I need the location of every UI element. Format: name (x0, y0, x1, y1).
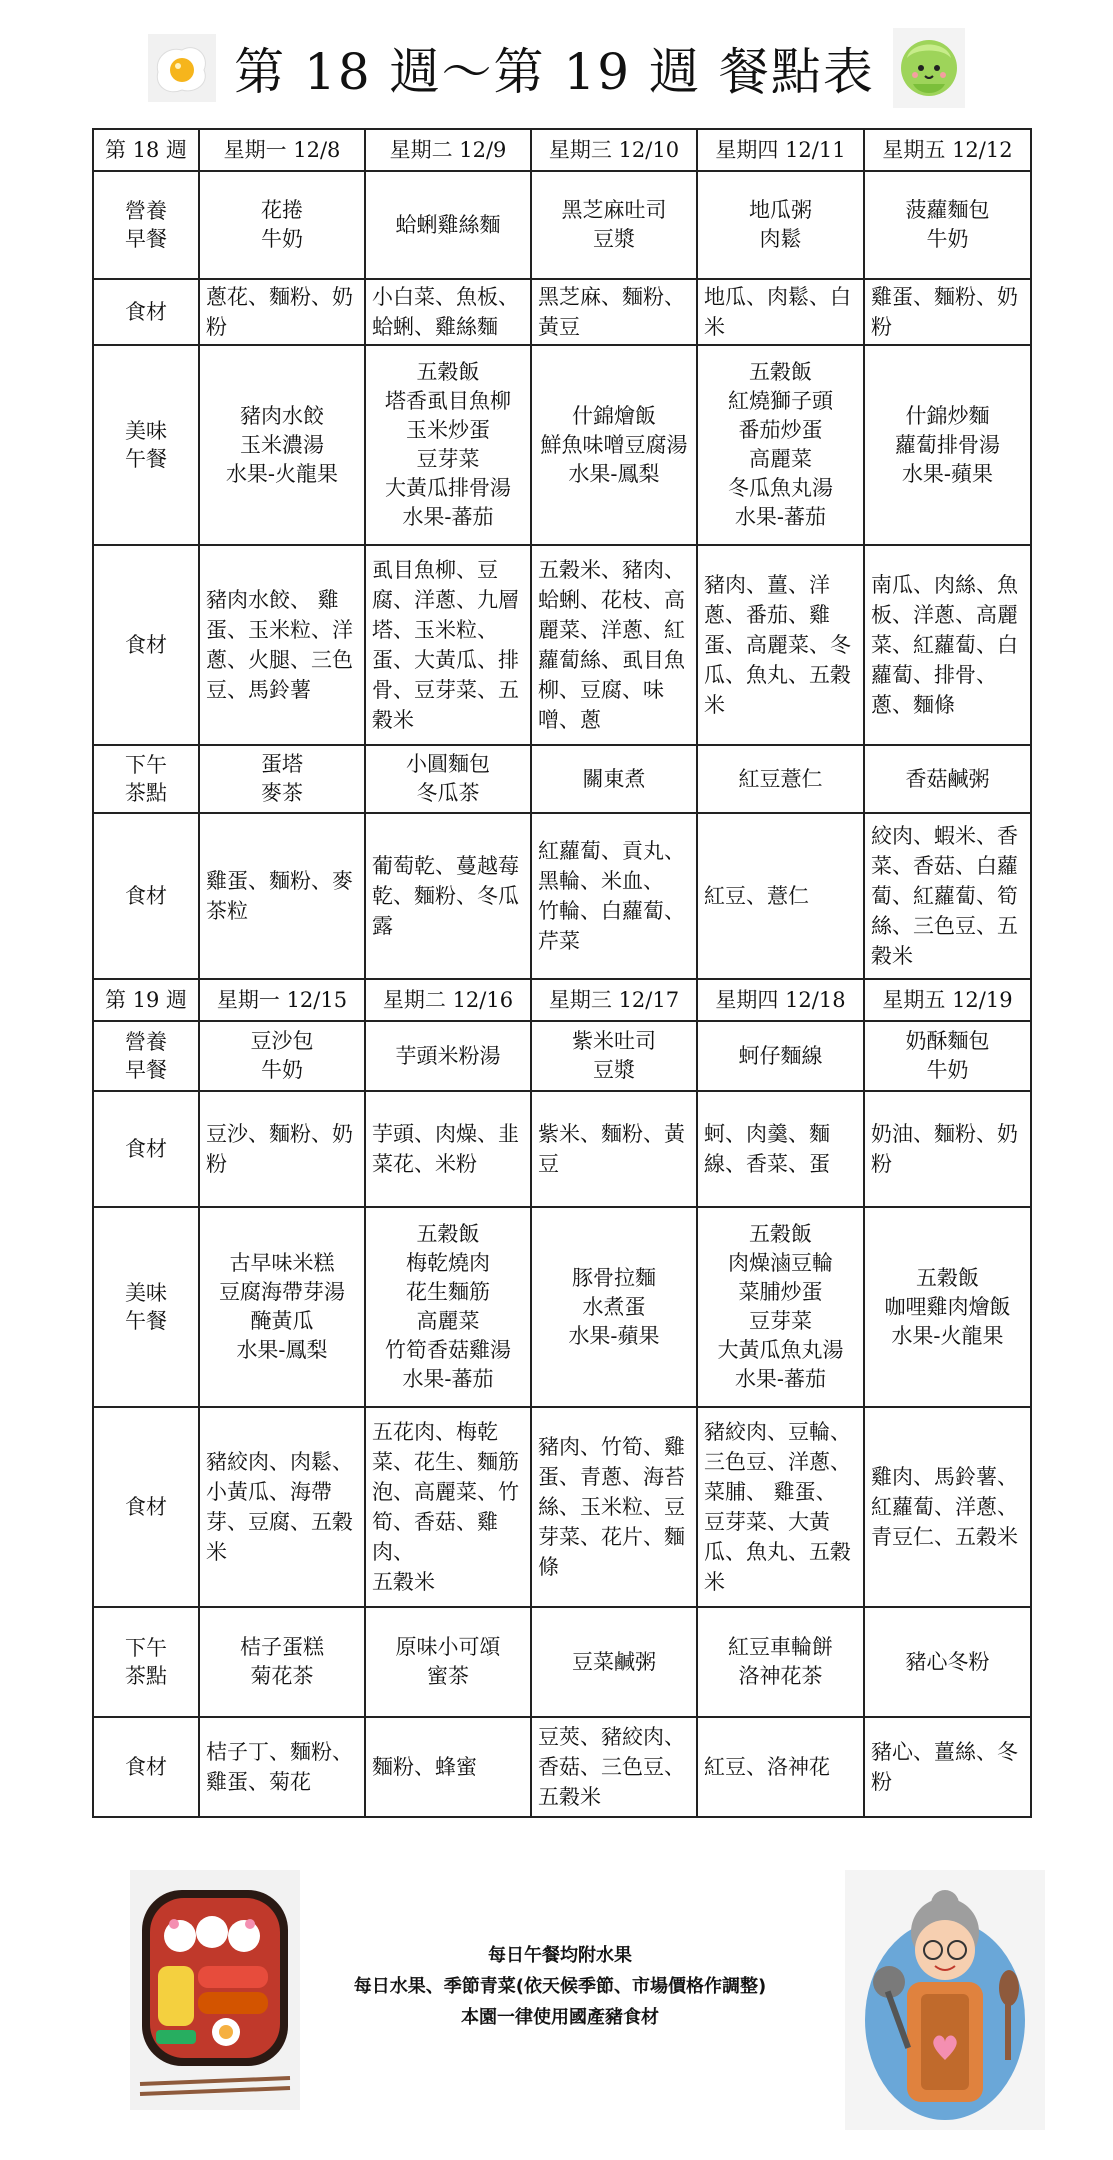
meal-cell: 豆菜鹹粥 (531, 1607, 697, 1717)
row-label: 下午 茶點 (93, 745, 199, 813)
ingredient-cell: 雞蛋、麵粉、麥茶粒 (199, 813, 365, 979)
ingredient-cell: 地瓜、肉鬆、白米 (697, 279, 864, 345)
meal-cell: 豆沙包 牛奶 (199, 1021, 365, 1091)
meal-cell: 豬心冬粉 (864, 1607, 1031, 1717)
row-label: 食材 (93, 1717, 199, 1817)
cabbage-character-icon (893, 28, 965, 108)
ingredient-cell: 紅豆、薏仁 (697, 813, 864, 979)
meal-cell: 紅豆車輪餅 洛神花茶 (697, 1607, 864, 1717)
ingredient-cell: 桔子丁、麵粉、雞蛋、菊花 (199, 1717, 365, 1817)
lunch-ingredients-row (93, 1407, 1031, 1607)
meal-cell: 豚骨拉麵 水煮蛋 水果-蘋果 (531, 1207, 697, 1407)
ingredient-cell: 雞肉、馬鈴薯、紅蘿蔔、洋蔥、青豆仁、五穀米 (864, 1407, 1031, 1607)
meal-cell: 五穀飯 肉燥滷豆輪 菜脯炒蛋 豆芽菜 大黃瓜魚丸湯 水果-蕃茄 (697, 1207, 864, 1407)
breakfast-row (93, 1021, 1031, 1091)
meal-cell: 蛤蜊雞絲麵 (365, 171, 531, 279)
meal-cell: 什錦燴飯 鮮魚味噌豆腐湯 水果-鳳梨 (531, 345, 697, 545)
page-title: 第 18 週～第 19 週 餐點表 (234, 43, 875, 101)
meal-cell: 古早味米糕 豆腐海帶芽湯 醃黃瓜 水果-鳳梨 (199, 1207, 365, 1407)
breakfast-ingredients-row (93, 1091, 1031, 1207)
snack-row (93, 1607, 1031, 1717)
ingredient-cell: 芋頭、肉燥、韭菜花、米粉 (365, 1091, 531, 1207)
meal-cell: 關東煮 (531, 745, 697, 813)
bento-box-icon (130, 1870, 300, 2110)
day-header: 星期二 12/16 (365, 979, 531, 1021)
grandma-chef-icon (845, 1870, 1045, 2130)
meal-cell: 紅豆薏仁 (697, 745, 864, 813)
note-line: 每日水果、季節青菜(依天候季節、市場價格作調整) (353, 1976, 767, 1997)
ingredient-cell: 豬絞肉、肉鬆、小黃瓜、海帶芽、豆腐、五穀米 (199, 1407, 365, 1607)
ingredient-cell: 五花肉、梅乾菜、花生、麵筋泡、高麗菜、竹筍、香菇、雞肉、 五穀米 (365, 1407, 531, 1607)
ingredient-cell: 豆沙、麵粉、奶粉 (199, 1091, 365, 1207)
row-label: 營養 早餐 (93, 1021, 199, 1091)
ingredient-cell: 奶油、麵粉、奶粉 (864, 1091, 1031, 1207)
ingredient-cell: 紅蘿蔔、貢丸、黑輪、米血、 竹輪、白蘿蔔、芹菜 (531, 813, 697, 979)
day-header: 星期四 12/18 (697, 979, 864, 1021)
day-header: 星期一 12/15 (199, 979, 365, 1021)
day-header: 星期五 12/12 (864, 129, 1031, 171)
week-header-row (93, 129, 1031, 171)
day-header: 星期二 12/9 (365, 129, 531, 171)
meal-cell: 桔子蛋糕 菊花茶 (199, 1607, 365, 1717)
row-label: 食材 (93, 813, 199, 979)
ingredient-cell: 小白菜、魚板、蛤蜊、雞絲麵 (365, 279, 531, 345)
ingredient-cell: 五穀米、豬肉、蛤蜊、花枝、高麗菜、洋蔥、紅蘿蔔絲、虱目魚柳、豆腐、味噌、蔥 (531, 545, 697, 745)
week-label: 第 18 週 (93, 129, 199, 171)
row-label: 下午 茶點 (93, 1607, 199, 1717)
lunch-row (93, 1207, 1031, 1407)
menu-table (92, 128, 1032, 1818)
ingredient-cell: 葡萄乾、蔓越莓乾、麵粉、冬瓜露 (365, 813, 531, 979)
ingredient-cell: 豬心、薑絲、冬粉 (864, 1717, 1031, 1817)
meal-cell: 小圓麵包 冬瓜茶 (365, 745, 531, 813)
meal-cell: 蚵仔麵線 (697, 1021, 864, 1091)
meal-cell: 香菇鹹粥 (864, 745, 1031, 813)
footer (0, 1870, 1113, 2130)
ingredient-cell: 豬肉、竹筍、雞蛋、青蔥、海苔絲、玉米粒、豆芽菜、花片、麵條 (531, 1407, 697, 1607)
ingredient-cell: 豬肉水餃、 雞蛋、玉米粒、洋蔥、火腿、三色豆、馬鈴薯 (199, 545, 365, 745)
ingredient-cell: 南瓜、肉絲、魚板、洋蔥、高麗菜、紅蘿蔔、白蘿蔔、排骨、蔥、麵條 (864, 545, 1031, 745)
ingredient-cell: 黑芝麻、麵粉、 黃豆 (531, 279, 697, 345)
meal-cell: 菠蘿麵包 牛奶 (864, 171, 1031, 279)
day-header: 星期三 12/10 (531, 129, 697, 171)
fried-egg-icon (148, 34, 216, 102)
breakfast-ingredients-row (93, 279, 1031, 345)
day-header: 星期五 12/19 (864, 979, 1031, 1021)
header (0, 18, 1113, 118)
meal-cell: 芋頭米粉湯 (365, 1021, 531, 1091)
snack-row (93, 745, 1031, 813)
meal-cell: 五穀飯 紅燒獅子頭 番茄炒蛋 高麗菜 冬瓜魚丸湯 水果-蕃茄 (697, 345, 864, 545)
meal-cell: 黑芝麻吐司 豆漿 (531, 171, 697, 279)
lunch-ingredients-row (93, 545, 1031, 745)
meal-cell: 紫米吐司 豆漿 (531, 1021, 697, 1091)
ingredient-cell: 虱目魚柳、豆腐、洋蔥、九層塔、玉米粒、蛋、大黃瓜、排骨、豆芽菜、五穀米 (365, 545, 531, 745)
day-header: 星期三 12/17 (531, 979, 697, 1021)
meal-cell: 豬肉水餃 玉米濃湯 水果-火龍果 (199, 345, 365, 545)
row-label: 食材 (93, 279, 199, 345)
meal-cell: 蛋塔 麥茶 (199, 745, 365, 813)
row-label: 食材 (93, 545, 199, 745)
note-line: 每日午餐均附水果 (488, 1945, 632, 1966)
day-header: 星期一 12/8 (199, 129, 365, 171)
meal-cell: 五穀飯 塔香虱目魚柳 玉米炒蛋 豆芽菜 大黃瓜排骨湯 水果-蕃茄 (365, 345, 531, 545)
row-label: 美味 午餐 (93, 1207, 199, 1407)
ingredient-cell: 絞肉、蝦米、香菜、香菇、白蘿蔔、紅蘿蔔、筍絲、三色豆、五穀米 (864, 813, 1031, 979)
meal-cell: 五穀飯 梅乾燒肉 花生麵筋 高麗菜 竹筍香菇雞湯 水果-蕃茄 (365, 1207, 531, 1407)
meal-cell: 什錦炒麵 蘿蔔排骨湯 水果-蘋果 (864, 345, 1031, 545)
row-label: 食材 (93, 1091, 199, 1207)
week-header-row (93, 979, 1031, 1021)
ingredient-cell: 豆莢、豬絞肉、香菇、三色豆、五穀米 (531, 1717, 697, 1817)
ingredient-cell: 豬肉、薑、洋蔥、番茄、雞蛋、高麗菜、冬瓜、魚丸、五穀米 (697, 545, 864, 745)
meal-cell: 五穀飯 咖哩雞肉燴飯 水果-火龍果 (864, 1207, 1031, 1407)
note-line: 本園一律使用國產豬食材 (461, 2007, 659, 2028)
ingredient-cell: 豬絞肉、豆輪、三色豆、洋蔥、菜脯、 雞蛋、豆芽菜、大黃瓜、魚丸、五穀米 (697, 1407, 864, 1607)
ingredient-cell: 麵粉、蜂蜜 (365, 1717, 531, 1817)
breakfast-row (93, 171, 1031, 279)
row-label: 食材 (93, 1407, 199, 1607)
ingredient-cell: 蔥花、麵粉、奶粉 (199, 279, 365, 345)
ingredient-cell: 紫米、麵粉、黃豆 (531, 1091, 697, 1207)
meal-cell: 奶酥麵包 牛奶 (864, 1021, 1031, 1091)
ingredient-cell: 蚵、肉羹、麵線、香菜、蛋 (697, 1091, 864, 1207)
notes (300, 1940, 820, 2033)
snack-ingredients-row (93, 813, 1031, 979)
snack-ingredients-row (93, 1717, 1031, 1817)
row-label: 營養 早餐 (93, 171, 199, 279)
row-label: 美味 午餐 (93, 345, 199, 545)
meal-cell: 原味小可頌 蜜茶 (365, 1607, 531, 1717)
meal-cell: 地瓜粥 肉鬆 (697, 171, 864, 279)
ingredient-cell: 雞蛋、麵粉、奶粉 (864, 279, 1031, 345)
day-header: 星期四 12/11 (697, 129, 864, 171)
lunch-row (93, 345, 1031, 545)
ingredient-cell: 紅豆、洛神花 (697, 1717, 864, 1817)
meal-cell: 花捲 牛奶 (199, 171, 365, 279)
week-label: 第 19 週 (93, 979, 199, 1021)
